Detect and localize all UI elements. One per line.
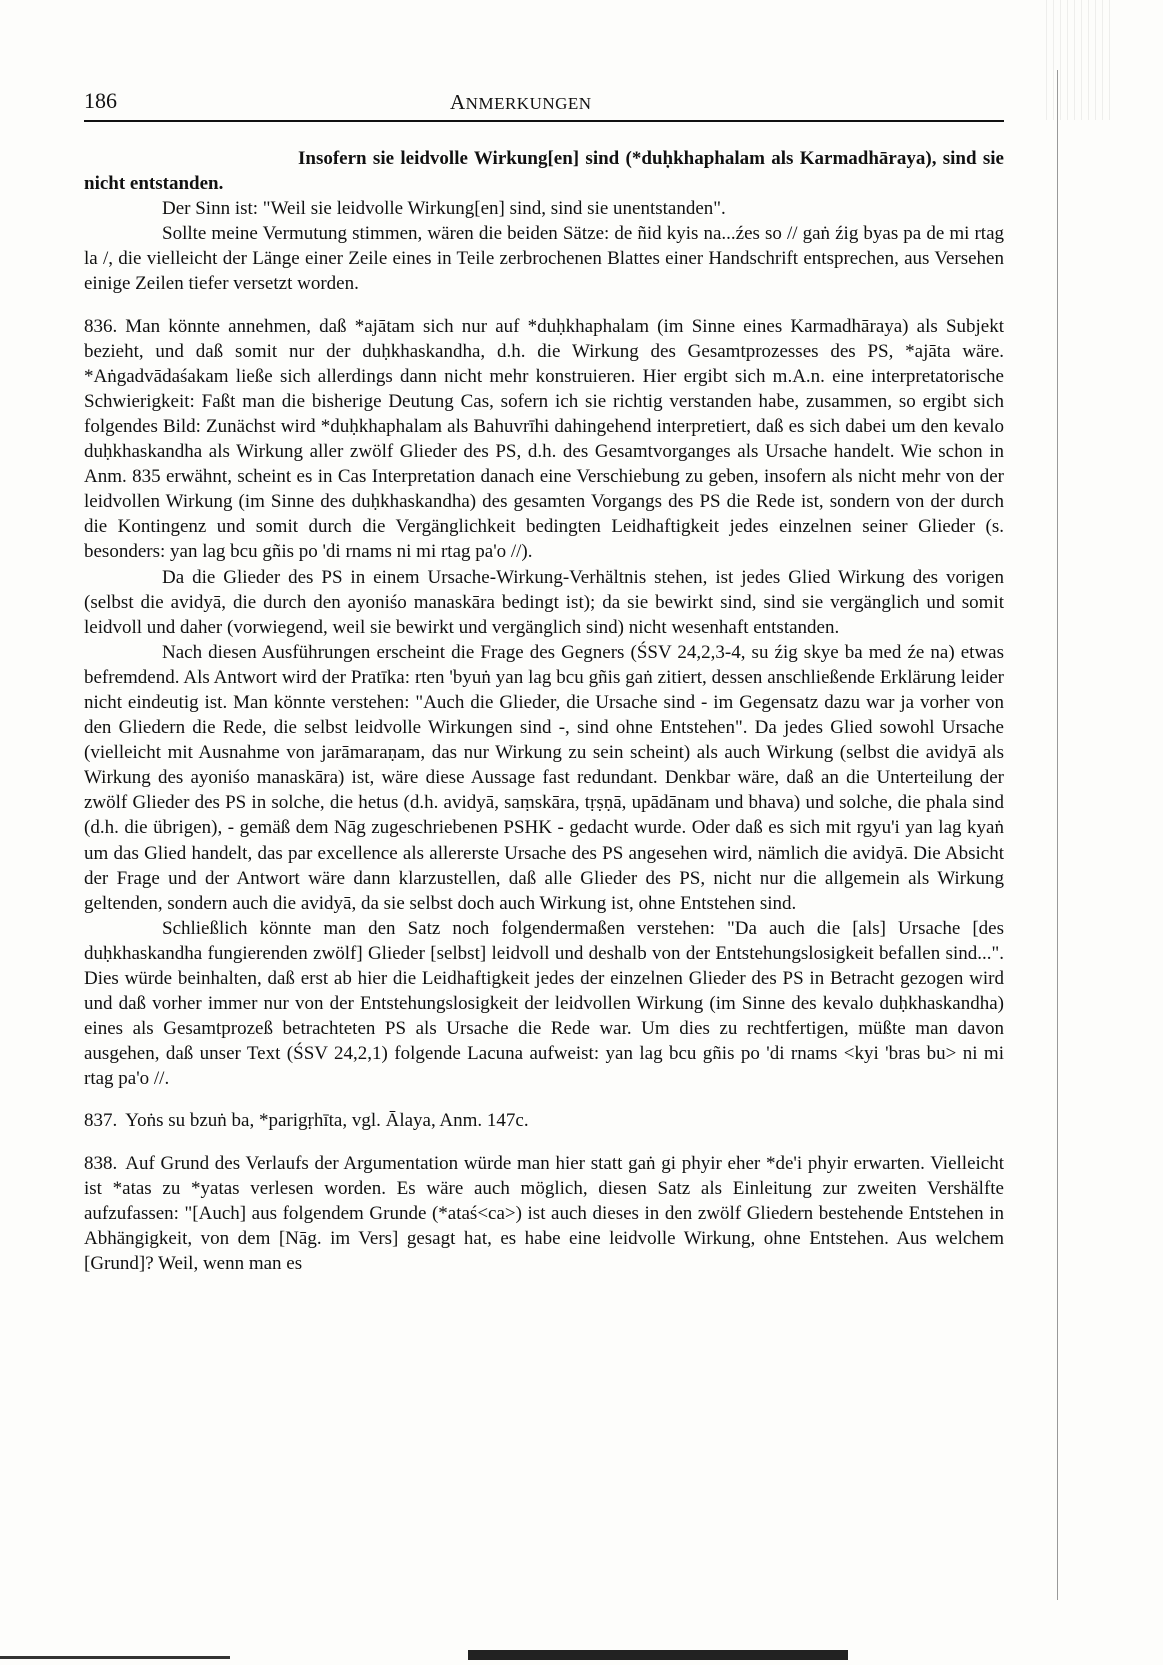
- continued-line-1: Insofern sie leidvolle Wirkung[en] sind (*duḥkhaphalam als Karmadhāraya), sind sie nicht entstanden.: [84, 148, 1004, 195]
- note-text: Man könnte annehmen, daß *ajātam sich nur auf *duḥkhaphalam (im Sinne eines Karmadhāraya) als Subjekt bezieht, und daß somit nur der duḥkhaskandha, d.h. die Wirkung des Gesamtprozesses des PS, *ajāta wäre. *Aṅgadvādaśakam ließe sich allerdings dann nicht mehr konstruieren. Hier ergibt sich m.A.n. eine interpretatorische Schwierigkeit: Faßt man die bisherige Deutung Cas, sofern ich sie richtig verstanden habe, zusammen, so ergibt sich folgendes Bild: Zunächst wird *duḥkhaphalam als Bahuvrīhi dahingehend interpretiert, daß es sich dabei um den kevalo duḥkhaskandha als Wirkung aller zwölf Glieder des PS, d.h. des Gesamtvorganges als Ursache handelt. Wie schon in Anm. 835 erwähnt, scheint es in Cas Interpretation danach eine Verschiebung zu geben, insofern als nicht mehr von der leidvollen Wirkung (im Sinne des duḥkhaskandha) des gesamten Vorgangs des PS die Rede ist, sondern von der durch die Kontingenz und somit durch die Vergänglichkeit bedingten Leidhaftigkeit jedes einzelnen seiner Glieder (s. besonders: yan lag bcu gñis po 'di rnams ni mi rtag pa'o //).: [84, 315, 1004, 563]
- running-head-initial: A: [450, 90, 466, 114]
- note-text: Auf Grund des Verlaufs der Argumentation würde man hier statt gaṅ gi phyir eher *de'i phyir erwarten. Vielleicht ist *atas zu *yatas verlesen worden. Es wäre auch möglich, diesen Satz als Einleitung zur zweiten Vershälfte aufzufassen: "[Auch] aus folgendem Grunde (*ataś<ca>) ist auch dieses in den zwölf Gliedern bestehende Entstehen in Abhängigkeit, von dem [Nāg. im Vers] gesagt hat, es habe eine leidvolle Wirkung, ohne Entstehen. Aus welchem [Grund]? Weil, wenn man es: [84, 1152, 1004, 1274]
- note-number: 838.: [84, 1152, 118, 1174]
- running-head-rest: NMERKUNGEN: [465, 94, 592, 113]
- scan-edge-line: [1057, 70, 1058, 1600]
- note-838: [84, 1151, 1004, 1276]
- page-body: [84, 146, 1004, 1276]
- note-836-p1: [84, 314, 1004, 565]
- note-837: [84, 1108, 1004, 1133]
- scan-margin-artifact: [1040, 0, 1110, 120]
- note-836-p4: Schließlich könnte man den Satz noch folgendermaßen verstehen: "Da auch die [als] Ursache [des duḥkhaskandha fungierenden zwölf] Glieder [selbst] leidvoll und deshalb von der Entstehungslosigkeit befallen sind...". Dies würde beinhalten, daß erst ab hier die Leidhaftigkeit jedes der einzelnen Glieder des PS in Betracht gezogen wird und daß vorher immer nur von der Entstehungslosigkeit der leidvollen Wirkung (im Sinne des kevalo duḥkhaskandha) eines als Gesamtprozeß betrachteten PS als Ursache die Rede war. Um dies zu rechtfertigen, müßte man davon ausgehen, daß unser Text (ŚSV 24,2,1) folgende Lacuna aufweist: yan lag bcu gñis po 'di rnams <kyi 'bras bu> ni mi rtag pa'o //.: [84, 917, 1004, 1090]
- scan-bottom-artifact: [468, 1650, 848, 1660]
- page-header: [84, 86, 1004, 122]
- scan-bottom-line: [0, 1656, 230, 1659]
- page-number: 186: [84, 88, 117, 113]
- continued-line-2: Der Sinn ist: "Weil sie leidvolle Wirkung[en] sind, sind sie unentstanden".: [162, 198, 726, 220]
- note-text: Yoṅs su bzuṅ ba, *parigṛhīta, vgl. Ālaya, Anm. 147c.: [125, 1110, 529, 1132]
- note-836-p2: Da die Glieder des PS in einem Ursache-Wirkung-Verhältnis stehen, ist jedes Glied Wirkung des vorigen (selbst die avidyā, die durch den ayoniśo manaskāra bedingt ist); da sie bewirkt sind, sind sie vergänglich und somit leidvoll und daher (vorwiegend, weil sie bewirkt und vergänglich sind) nicht wesenhaft entstanden.: [84, 566, 1004, 638]
- note-number: 836.: [84, 315, 118, 337]
- note-number: 837.: [84, 1110, 118, 1132]
- continued-line-3: Sollte meine Vermutung stimmen, wären die beiden Sätze: de ñid kyis na...źes so // gaṅ źig byas pa de mi rtag la /, die vielleicht der Länge einer Zeile eines in Teile zerbrochenen Blattes einer Handschrift entsprechen, aus Versehen einige Zeilen tiefer versetzt worden.: [84, 223, 1004, 295]
- running-head: [450, 90, 592, 115]
- note-836-p3: Nach diesen Ausführungen erscheint die Frage des Gegners (ŚSV 24,2,3-4, su źig skye ba med źe na) etwas befremdend. Als Antwort wird der Pratīka: rten 'byuṅ yan lag bcu gñis gaṅ zitiert, dessen anschließende Erklärung leider nicht eindeutig ist. Man könnte verstehen: "Auch die Glieder, die Ursache sind - im Gegensatz dazu war ja vorher von den Gliedern die Rede, die selbst leidvolle Wirkungen sind -, sind ohne Entstehen". Da jedes Glied sowohl Ursache (vielleicht mit Ausnahme von jarāmaraṇam, das nur Wirkung zu sein scheint) als auch Wirkung (selbst die avidyā als Wirkung des ayoniśo manaskāra) ist, wäre diese Aussage fast redundant. Denkbar wäre, daß an die Unterteilung der zwölf Glieder des PS in solche, die hetus (d.h. avidyā, saṃskāra, tṛṣṇā, upādānam und bhava) und solche, die phala sind (d.h. die übrigen), - gemäß dem Nāg zugeschriebenen PSHK - gedacht wurde. Oder daß es sich mit rgyu'i yan lag kyaṅ um das Glied handelt, das par excellence als allererste Ursache des PS angesehen wird, nämlich die avidyā. Die Absicht der Frage und der Antwort wäre dann klarzustellen, daß alle Glieder des PS, nicht nur die allgemein als Wirkung geltenden, sondern auch die avidyā, da sie selbst doch auch Wirkung ist, ohne Entstehen sind.: [84, 641, 1004, 914]
